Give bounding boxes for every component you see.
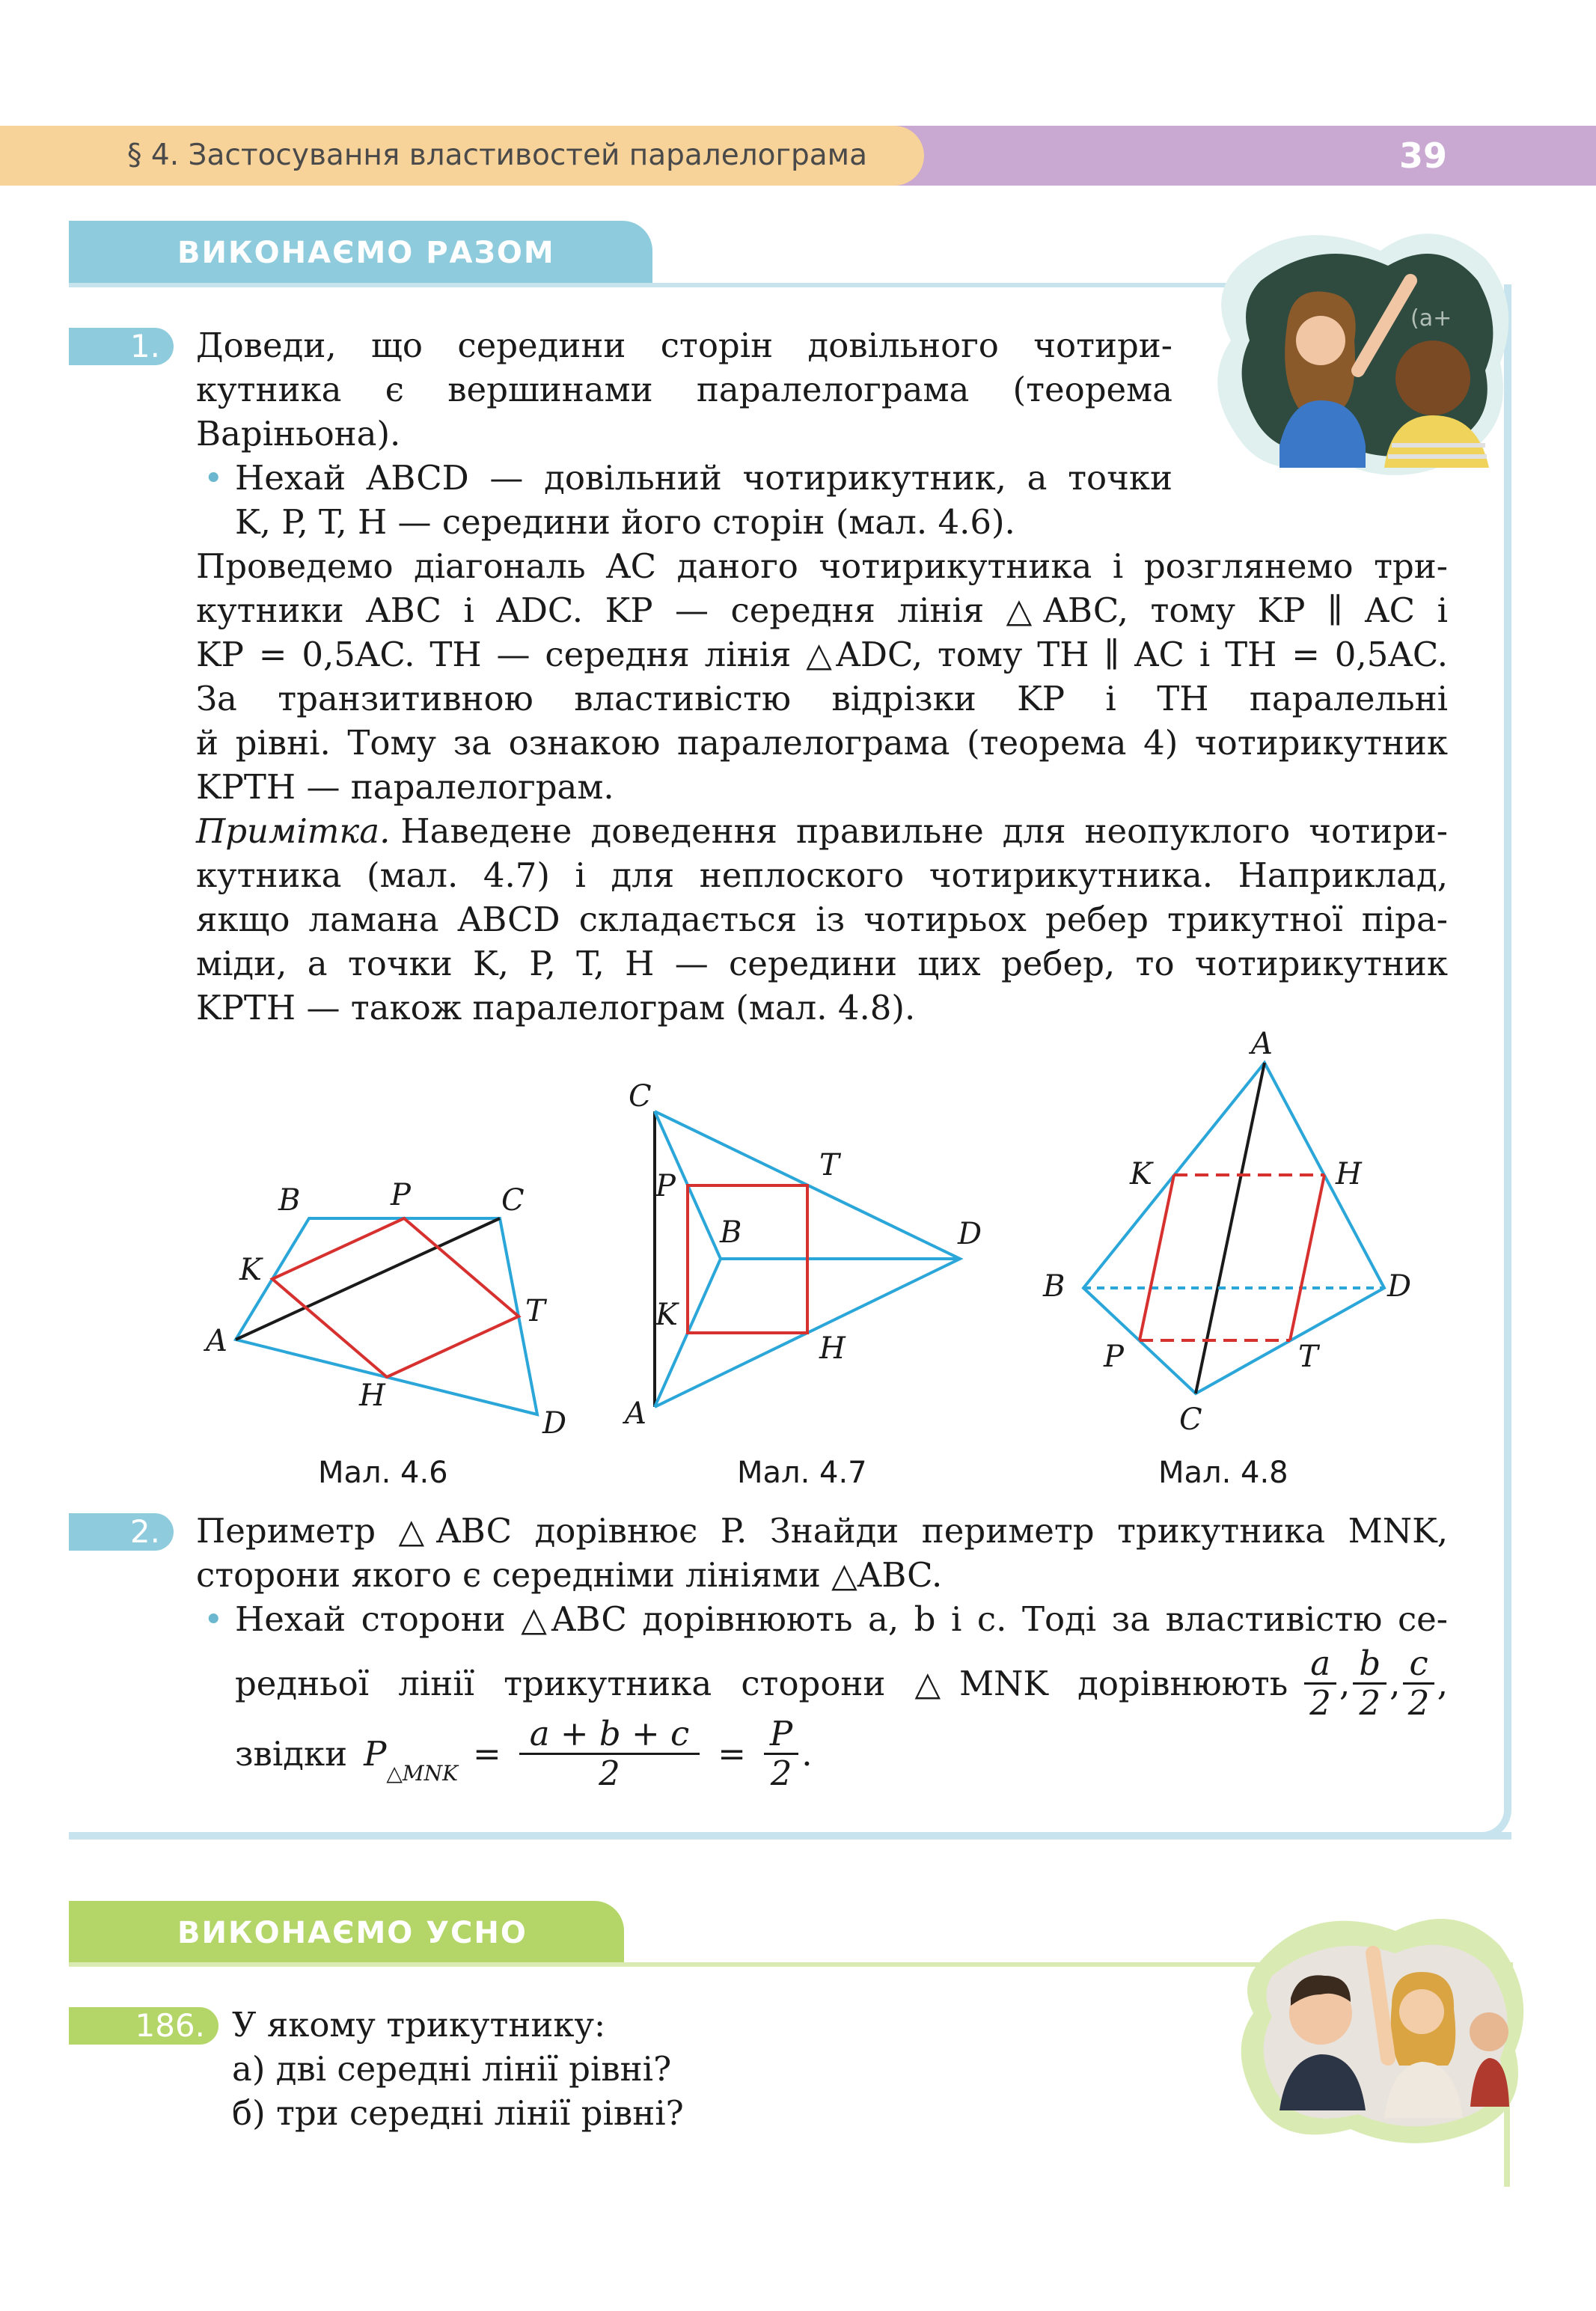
section-tab-together: ВИКОНАЄМО РАЗОМ (69, 221, 652, 285)
point-label-h: H (359, 1379, 385, 1413)
proof-line: KPTH — паралелограм. (196, 767, 614, 807)
task1-line1: Доведи, що середини сторін довільного чотири- (196, 326, 1172, 365)
point-label-p: P (1104, 1340, 1124, 1374)
perimeter-subscript: △MNK (386, 1761, 459, 1786)
fraction-sum-over-2: $\frac{a + b + c}{2}$ (519, 1715, 700, 1792)
vertex-label-c: C (629, 1079, 652, 1114)
proof-line: KP = 0,5AC. TH — середня лінія △ADC, тому TH ∥ AC і TH = 0,5AC. (196, 635, 1448, 674)
note-line: міди, а точки K, P, T, H — середини цих ребер, то чотирикутник (196, 944, 1448, 983)
task-number-badge: 2. (69, 1513, 174, 1551)
point-label-h: H (1336, 1157, 1362, 1191)
vertex-label-d: D (542, 1406, 567, 1437)
vertex-label-c: C (1179, 1402, 1202, 1437)
note-line (196, 809, 1448, 853)
vertex-label-a: A (206, 1324, 227, 1358)
figure-caption: Мал. 4.6 (318, 1456, 448, 1490)
students-at-chalkboard-photo (1208, 221, 1515, 490)
note-line: якщо ламана ABCD складається із чотирьох ребер трикутної піра- (196, 900, 1448, 939)
task1-solution-line2: K, P, T, H — середини його сторін (мал. 4.6). (235, 502, 1015, 542)
task2-line2: сторони якого є середніми лініями △ABC. (196, 1555, 943, 1595)
section-title: § 4. Застосування властивостей паралелограма (127, 138, 867, 172)
figure-4-6 (187, 1167, 606, 1437)
note-text: Наведене доведення правильне для неопуклого чотири- (400, 811, 1448, 851)
page-number: 39 (1399, 135, 1448, 176)
point-label-k: K (1130, 1157, 1152, 1191)
figure-caption: Мал. 4.8 (1158, 1456, 1288, 1490)
bullet-icon: • (204, 458, 224, 498)
task-number-badge: 1. (69, 328, 174, 365)
bullet-icon: • (204, 1599, 224, 1639)
proof-line: Проведемо діагональ AC даного чотирикутника і розглянемо три- (196, 546, 1448, 586)
perimeter-formula: звідки P △MNK = $\frac{a + b + c}{2}$ = $\frac{P}{2}$ . (235, 1715, 813, 1792)
vertex-label-d: D (958, 1217, 982, 1251)
note-line: кутника (мал. 4.7) і для неплоского чотирикутника. Наприклад, (196, 855, 1448, 895)
task1-solution-line1: Нехай ABCD — довільний чотирикутник, а точки (235, 458, 1172, 498)
vertex-label-b: B (278, 1183, 301, 1218)
vertex-label-d: D (1387, 1269, 1412, 1304)
fraction-p-over-2: $\frac{P}{2}$ (764, 1715, 798, 1792)
task2-solution-line1: Нехай сторони △ABC дорівнюють a, b і c. Тоді за властивістю се- (235, 1599, 1448, 1639)
point-label-t: T (525, 1294, 545, 1328)
task-number-badge: 186. (69, 2007, 218, 2045)
students-raising-hands-photo (1231, 1901, 1526, 2148)
proof-line: кутники ABC і ADC. KP — середня лінія △ABC, тому KP ∥ AC і (196, 590, 1448, 630)
vertex-label-c: C (501, 1183, 525, 1218)
note-line: KPTH — також паралелограм (мал. 4.8). (196, 988, 916, 1028)
point-label-p: P (391, 1178, 411, 1212)
vertex-label-a: A (1251, 1027, 1273, 1061)
perimeter-symbol: P (364, 1734, 387, 1774)
figure-caption: Мал. 4.7 (737, 1456, 867, 1490)
fraction-a-over-2: $\frac{a}{2}$ (1304, 1645, 1336, 1722)
task2-line1: Периметр △ABC дорівнює P. Знайди периметр трикутника MNK, (196, 1511, 1448, 1551)
task1-line3: Варіньона). (196, 414, 401, 454)
solution-text: звідки (235, 1734, 348, 1774)
point-label-t: T (1298, 1340, 1318, 1374)
point-label-k: K (239, 1253, 262, 1287)
task2-solution-line2: редньої лінії трикутника сторони △MNK дорівнюють $\frac{a}{2}$ , $\frac{b}{2}$ , $\frac{c}{2}$ , (235, 1643, 1448, 1723)
fraction-b-over-2: $\frac{b}{2}$ (1353, 1645, 1386, 1722)
point-label-k: K (655, 1298, 678, 1332)
solution-text: редньої лінії трикутника сторони △MNK дорівнюють (235, 1664, 1288, 1703)
note-label: Примітка. (196, 811, 391, 851)
vertex-label-b: B (1043, 1269, 1065, 1304)
vertex-label-b: B (720, 1215, 742, 1250)
task186-option-b: б) три середні лінії рівні? (232, 2093, 684, 2133)
section-frame-bottom (69, 1832, 1511, 1840)
fraction-c-over-2: $\frac{c}{2}$ (1403, 1645, 1434, 1722)
figure-4-8 (1033, 1018, 1452, 1437)
point-label-t: T (819, 1148, 840, 1182)
point-label-h: H (819, 1331, 846, 1366)
figure-4-7 (614, 1078, 1003, 1437)
point-label-p: P (655, 1169, 676, 1203)
vertex-label-a: A (625, 1396, 646, 1431)
task1-line2: кутника є вершинами паралелограма (теорема (196, 370, 1172, 409)
section-tab-oral: ВИКОНАЄМО УСНО (69, 1901, 624, 1965)
svg-text:(a+: (a+ (1410, 305, 1452, 332)
proof-line: За транзитивною властивістю відрізки KP і TH паралельні (196, 679, 1448, 718)
task186-option-a: а) дві середні лінії рівні? (232, 2049, 672, 2089)
proof-line: й рівні. Тому за ознакою паралелограма (теорема 4) чотирикутник (196, 723, 1448, 763)
task186-question: У якому трикутнику: (232, 2005, 606, 2045)
